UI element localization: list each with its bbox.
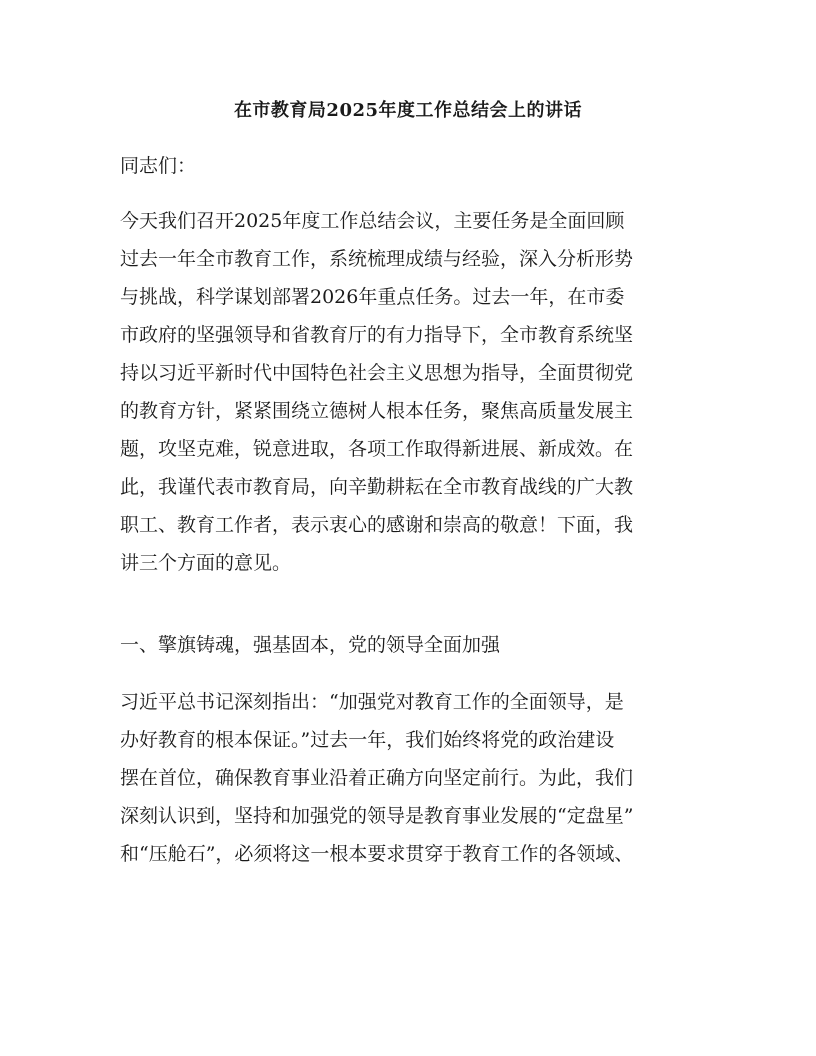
paragraph-line: 与挑战，科学谋划部署2026年重点任务。过去一年，在市委 — [120, 286, 625, 308]
opening-paragraph — [120, 202, 700, 582]
paragraph-line: 深刻认识到，坚持和加强党的领导是教育事业发展的“定盘星” — [120, 805, 634, 827]
paragraph-line: 今天我们召开2025年度工作总结会议，主要任务是全面回顾 — [120, 210, 625, 232]
paragraph-line: 办好教育的根本保证。”过去一年，我们始终将党的政治建设 — [120, 729, 615, 751]
paragraph-line: 此，我谨代表市教育局，向辛勤耕耘在全市教育战线的广大教 — [120, 476, 634, 498]
paragraph-line: 市政府的坚强领导和省教育厅的有力指导下，全市教育系统坚 — [120, 324, 634, 346]
section-heading: 一、擎旗铸魂，强基固本，党的领导全面加强 — [120, 634, 501, 656]
document-title: 在市教育局2025年度工作总结会上的讲话 — [233, 100, 583, 121]
paragraph-line: 讲三个方面的意见。 — [120, 552, 292, 574]
paragraph-line: 题，攻坚克难，锐意进取，各项工作取得新进展、新成效。在 — [120, 438, 634, 460]
section-paragraph — [120, 683, 700, 873]
paragraph-line: 习近平总书记深刻指出：“加强党对教育工作的全面领导，是 — [120, 691, 624, 713]
paragraph-line: 职工、教育工作者，表示衷心的感谢和崇高的敬意！下面，我 — [120, 514, 634, 536]
paragraph-line: 和“压舱石”，必须将这一根本要求贯穿于教育工作的各领域、 — [120, 843, 634, 865]
paragraph-line: 的教育方针，紧紧围绕立德树人根本任务，聚焦高质量发展主 — [120, 400, 634, 422]
paragraph-line: 摆在首位，确保教育事业沿着正确方向坚定前行。为此，我们 — [120, 767, 634, 789]
paragraph-line: 持以习近平新时代中国特色社会主义思想为指导，全面贯彻党 — [120, 362, 634, 384]
paragraph-line: 过去一年全市教育工作，系统梳理成绩与经验，深入分析形势 — [120, 248, 634, 270]
salutation: 同志们： — [120, 155, 197, 177]
